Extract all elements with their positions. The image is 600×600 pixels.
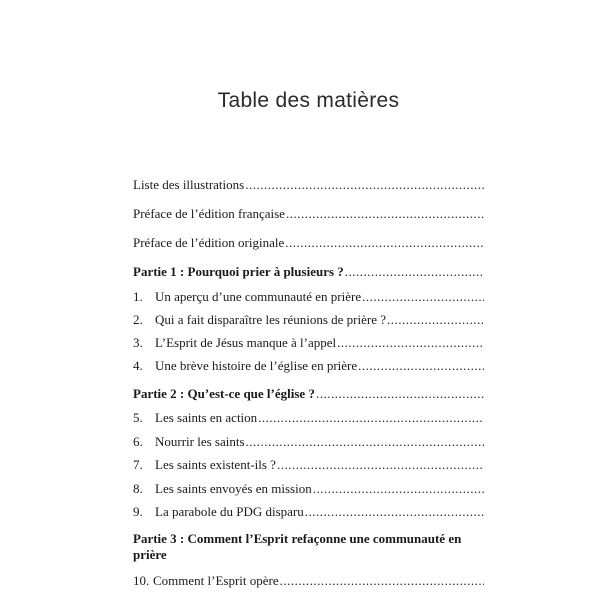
dot-leader bbox=[277, 457, 484, 473]
chapter-number: 10. bbox=[133, 573, 150, 588]
toc-chapter-7[interactable] bbox=[133, 457, 484, 473]
toc-chapter-2[interactable] bbox=[133, 312, 484, 328]
toc-chapter-6[interactable] bbox=[133, 434, 484, 450]
toc-part-label: Partie 3 : Comment l’Esprit refaçonne une communauté en prière bbox=[133, 531, 462, 562]
toc-part-3[interactable] bbox=[133, 531, 463, 563]
toc-chapter-10[interactable] bbox=[133, 573, 484, 589]
chapter-label: Nourrir les saints bbox=[155, 434, 245, 449]
toc-part-2[interactable] bbox=[133, 386, 484, 402]
chapter-number: 6. bbox=[133, 434, 143, 449]
toc-chapter-4[interactable] bbox=[133, 358, 484, 374]
toc-entry-label: Préface de l’édition française bbox=[133, 206, 285, 221]
chapter-label: L’Esprit de Jésus manque à l’appel bbox=[155, 335, 337, 350]
toc-entry-label: Préface de l’édition originale bbox=[133, 235, 285, 250]
chapter-label: Un aperçu d’une communauté en prière bbox=[155, 289, 362, 304]
chapter-label: Les saints existent-ils ? bbox=[155, 457, 276, 472]
dot-leader bbox=[286, 206, 484, 222]
toc-chapter-8[interactable] bbox=[133, 481, 484, 497]
toc-part-1[interactable] bbox=[133, 264, 484, 280]
chapter-label: Les saints envoyés en mission bbox=[155, 481, 312, 496]
toc-chapter-1[interactable] bbox=[133, 289, 484, 305]
dot-leader bbox=[387, 312, 484, 328]
dot-leader bbox=[362, 289, 484, 305]
dot-leader bbox=[280, 573, 484, 589]
toc-chapter-3[interactable] bbox=[133, 335, 484, 351]
chapter-number: 5. bbox=[133, 410, 143, 425]
chapter-number: 9. bbox=[133, 504, 143, 519]
dot-leader bbox=[358, 358, 484, 374]
dot-leader bbox=[285, 235, 484, 251]
chapter-label: Une brève histoire de l’église en prière bbox=[155, 358, 358, 373]
chapter-number: 4. bbox=[133, 358, 143, 373]
dot-leader bbox=[245, 177, 484, 193]
chapter-label: Comment l’Esprit opère bbox=[153, 573, 279, 588]
chapter-number: 2. bbox=[133, 312, 143, 327]
toc-chapter-9[interactable] bbox=[133, 504, 484, 520]
dot-leader bbox=[313, 481, 484, 497]
dot-leader bbox=[337, 335, 484, 351]
chapter-number: 7. bbox=[133, 457, 143, 472]
toc-part-label: Partie 1 : Pourquoi prier à plusieurs ? bbox=[133, 264, 344, 279]
chapter-number: 3. bbox=[133, 335, 143, 350]
toc-entry-preface-francaise[interactable] bbox=[133, 206, 484, 222]
page-title: Table des matières bbox=[217, 89, 400, 112]
chapter-label: La parabole du PDG disparu bbox=[155, 504, 304, 519]
chapter-label: Les saints en action bbox=[155, 410, 258, 425]
dot-leader bbox=[345, 264, 484, 280]
toc-chapter-5[interactable] bbox=[133, 410, 484, 426]
toc-entry-label: Liste des illustrations bbox=[133, 177, 245, 192]
dot-leader bbox=[246, 434, 484, 450]
dot-leader bbox=[316, 386, 484, 402]
chapter-number: 1. bbox=[133, 289, 143, 304]
dot-leader bbox=[305, 504, 484, 520]
toc-entry-illustrations[interactable] bbox=[133, 177, 484, 193]
toc-part-label: Partie 2 : Qu’est-ce que l’église ? bbox=[133, 386, 315, 401]
toc-entry-preface-originale[interactable] bbox=[133, 235, 484, 251]
chapter-number: 8. bbox=[133, 481, 143, 496]
dot-leader bbox=[258, 410, 484, 426]
chapter-label: Qui a fait disparaître les réunions de prière ? bbox=[155, 312, 387, 327]
